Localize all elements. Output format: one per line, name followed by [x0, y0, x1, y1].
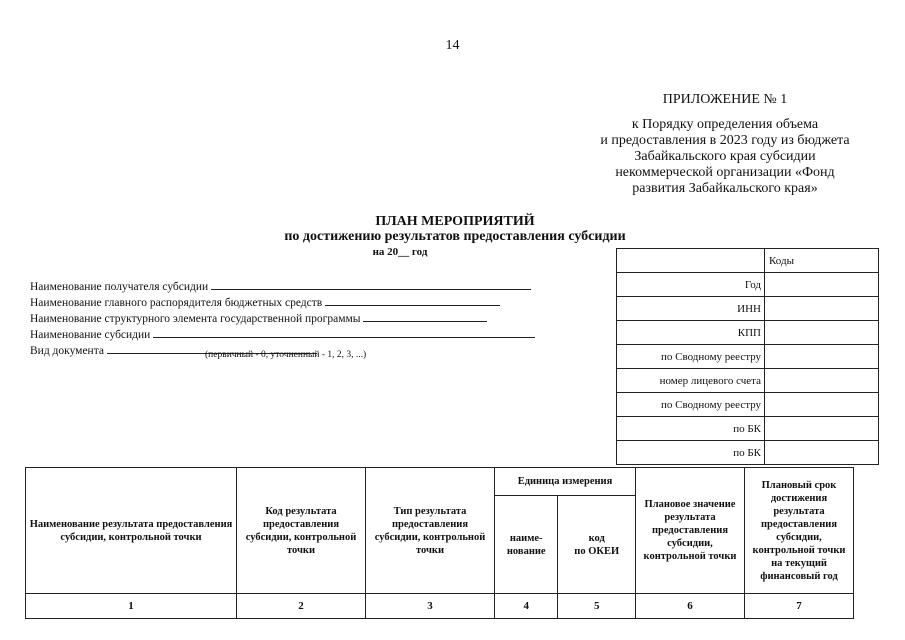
title-line-2: по достижению результатов предоставления субсидии — [284, 229, 626, 244]
annex-line: развития Забайкальского края» — [632, 181, 818, 196]
col-number: 1 — [26, 594, 237, 619]
codes-row-label: КПП — [617, 321, 765, 345]
field-recipient — [30, 279, 535, 295]
col-result-type: Тип результата предоставления субсидии, контрольной точки — [366, 468, 495, 594]
col-number: 6 — [636, 594, 745, 619]
form-fields — [30, 279, 535, 359]
fill-line[interactable] — [211, 279, 531, 290]
col-number: 4 — [495, 594, 558, 619]
field-subsidy-name — [30, 327, 535, 343]
col-planned-value: Плановое значение результата предоставления субсидии, контрольной точки — [636, 468, 745, 594]
annex-line: некоммерческой организации «Фонд — [615, 165, 835, 180]
codes-row-label: Год — [617, 273, 765, 297]
page-number: 14 — [445, 38, 460, 53]
annex-line: Забайкальского края субсидии — [634, 149, 816, 164]
codes-value-cell[interactable] — [765, 369, 879, 393]
fill-line[interactable] — [325, 295, 500, 306]
doc-type-hint: (первичный - 0, уточненный - 1, 2, 3, ...) — [205, 350, 367, 360]
codes-row-label: по БК — [617, 417, 765, 441]
codes-value-cell[interactable] — [765, 345, 879, 369]
col-number: 2 — [237, 594, 366, 619]
field-program-element — [30, 311, 535, 327]
col-number: 7 — [745, 594, 854, 619]
col-unit-name: наиме- нование — [495, 496, 558, 594]
codes-header: Коды — [765, 249, 879, 273]
field-label: Наименование структурного элемента государственной программы — [30, 313, 361, 325]
codes-value-cell[interactable] — [765, 273, 879, 297]
fill-line[interactable] — [363, 311, 487, 322]
codes-row-label: по Сводному реестру — [617, 393, 765, 417]
codes-value-cell[interactable] — [765, 393, 879, 417]
col-planned-deadline: Плановый срок достижения результата предоставления субсидии, контрольной точки на текущий финансовый год — [745, 468, 854, 594]
field-label: Наименование получателя субсидии — [30, 281, 209, 293]
field-label: Вид документа — [30, 345, 104, 357]
codes-value-cell[interactable] — [765, 441, 879, 465]
codes-value-cell[interactable] — [765, 321, 879, 345]
codes-row-label: номер лицевого счета — [617, 369, 765, 393]
title-line-1: ПЛАН МЕРОПРИЯТИЙ — [375, 214, 535, 229]
field-label: Наименование субсидии — [30, 329, 151, 341]
col-unit-group: Единица измерения — [495, 468, 636, 496]
codes-row-label: ИНН — [617, 297, 765, 321]
codes-row-label: по Сводному реестру — [617, 345, 765, 369]
col-number: 5 — [558, 594, 636, 619]
col-result-name: Наименование результата предоставления субсидии, контрольной точки — [26, 468, 237, 594]
col-okei-code: код по ОКЕИ — [558, 496, 636, 594]
codes-value-cell[interactable] — [765, 297, 879, 321]
annex-block — [560, 92, 890, 197]
field-main-manager — [30, 295, 535, 311]
annex-line: к Порядку определения объема — [631, 117, 819, 132]
col-number: 3 — [366, 594, 495, 619]
codes-row-label: по БК — [617, 441, 765, 465]
title-line-3: на 20__ год — [372, 246, 428, 258]
annex-header: ПРИЛОЖЕНИЕ № 1 — [662, 92, 788, 107]
col-result-code: Код результата предоставления субсидии, контрольной точки — [237, 468, 366, 594]
codes-value-cell[interactable] — [765, 417, 879, 441]
fill-line[interactable] — [153, 327, 535, 338]
codes-table — [616, 248, 879, 465]
annex-line: и предоставления в 2023 году из бюджета — [600, 133, 850, 148]
field-label: Наименование главного распорядителя бюджетных средств — [30, 297, 323, 309]
codes-empty-cell — [617, 249, 765, 273]
results-table — [25, 467, 854, 619]
